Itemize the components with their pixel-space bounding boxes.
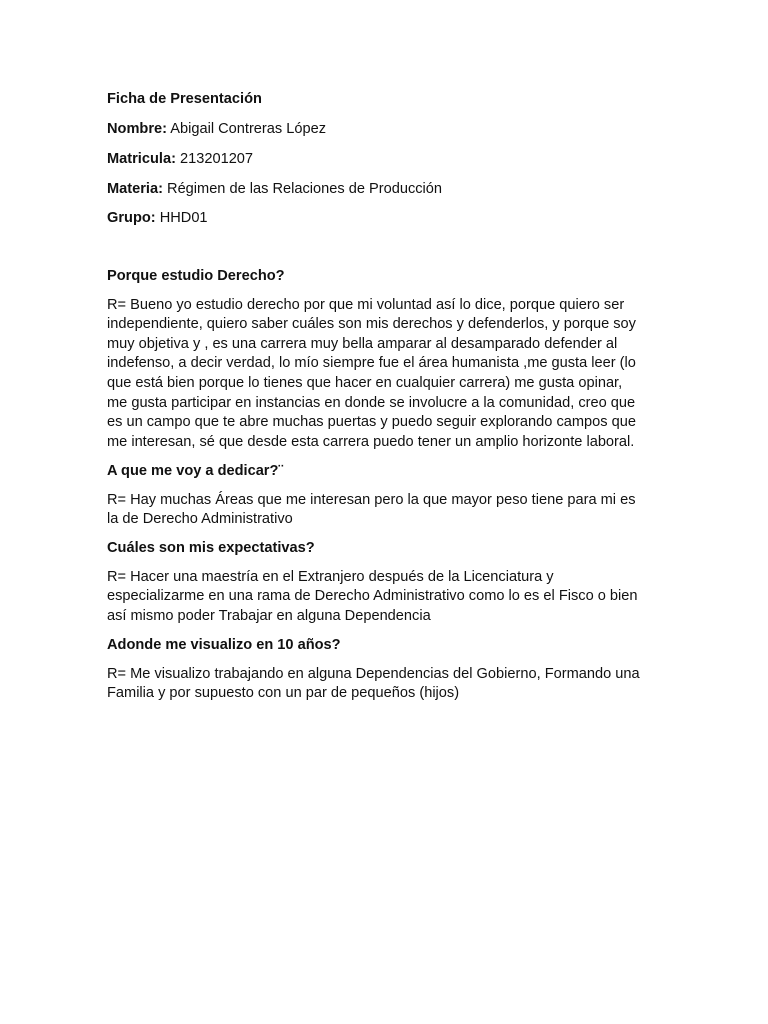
answer-line: independiente, quiero saber cuáles son mis derechos y defenderlos, y porque soy: [107, 316, 636, 333]
answer-line: me interesan, sé que desde esta carrera puedo tener un amplio horizonte laboral.: [107, 433, 635, 450]
answer-line: es un campo que te abre muchas puertas y puedo seguir explorando campos que: [107, 414, 636, 431]
section-answer: [107, 665, 667, 704]
field-value: 213201207: [175, 150, 254, 167]
answer-line: indefenso, a decir verdad, lo mío siempre fue el área humanista ,me gusta leer (lo: [107, 355, 636, 372]
answer-line: así mismo poder Trabajar en alguna Dependencia: [107, 608, 431, 625]
field-label: Grupo:: [107, 210, 156, 227]
field-nombre: [107, 120, 667, 140]
field-matricula: [107, 150, 667, 170]
section-question: Cuáles son mis expectativas?: [107, 540, 315, 557]
answer-line: R= Bueno yo estudio derecho por que mi voluntad así lo dice, porque quiero ser: [107, 296, 625, 313]
field-label: Matricula:: [107, 150, 176, 167]
answer-line: R= Hay muchas Áreas que me interesan pero la que mayor peso tiene para mi es: [107, 491, 636, 508]
field-value: HHD01: [155, 210, 208, 227]
section-question: Adonde me visualizo en 10 años?: [107, 637, 341, 654]
answer-line: la de Derecho Administrativo: [107, 511, 293, 528]
answer-line: me gusta participar en instancias en donde se involucre a la comunidad, creo que: [107, 394, 636, 411]
answer-line: especializarme en una rama de Derecho Administrativo como lo es el Fisco o bien: [107, 588, 638, 605]
answer-line: R= Me visualizo trabajando en alguna Dependencias del Gobierno, Formando una: [107, 665, 640, 682]
answer-line: que está bien porque lo tienes que hacer en cualquier carrera) me gusta opinar,: [107, 375, 623, 392]
field-grupo: [107, 209, 667, 229]
field-value: Abigail Contreras López: [167, 120, 327, 137]
answer-line: muy objetiva y , es una carrera muy bella amparar al desamparado defender al: [107, 335, 618, 352]
spacer: [107, 239, 667, 267]
section-answer: [107, 296, 667, 453]
document-title: Ficha de Presentación: [107, 91, 262, 107]
section-question: A que me voy a dedicar?¨: [107, 462, 284, 479]
answer-line: Familia y por supuesto con un par de pequeños (hijos): [107, 685, 460, 702]
section-answer: [107, 568, 667, 627]
field-materia: [107, 180, 667, 200]
field-label: Nombre:: [107, 120, 167, 137]
section-answer: [107, 491, 667, 530]
field-value: Régimen de las Relaciones de Producción: [162, 180, 443, 197]
field-label: Materia:: [107, 180, 163, 197]
answer-line: R= Hacer una maestría en el Extranjero después de la Licenciatura y: [107, 568, 554, 585]
document-page: [107, 90, 667, 713]
section-question: Porque estudio Derecho?: [107, 268, 285, 285]
